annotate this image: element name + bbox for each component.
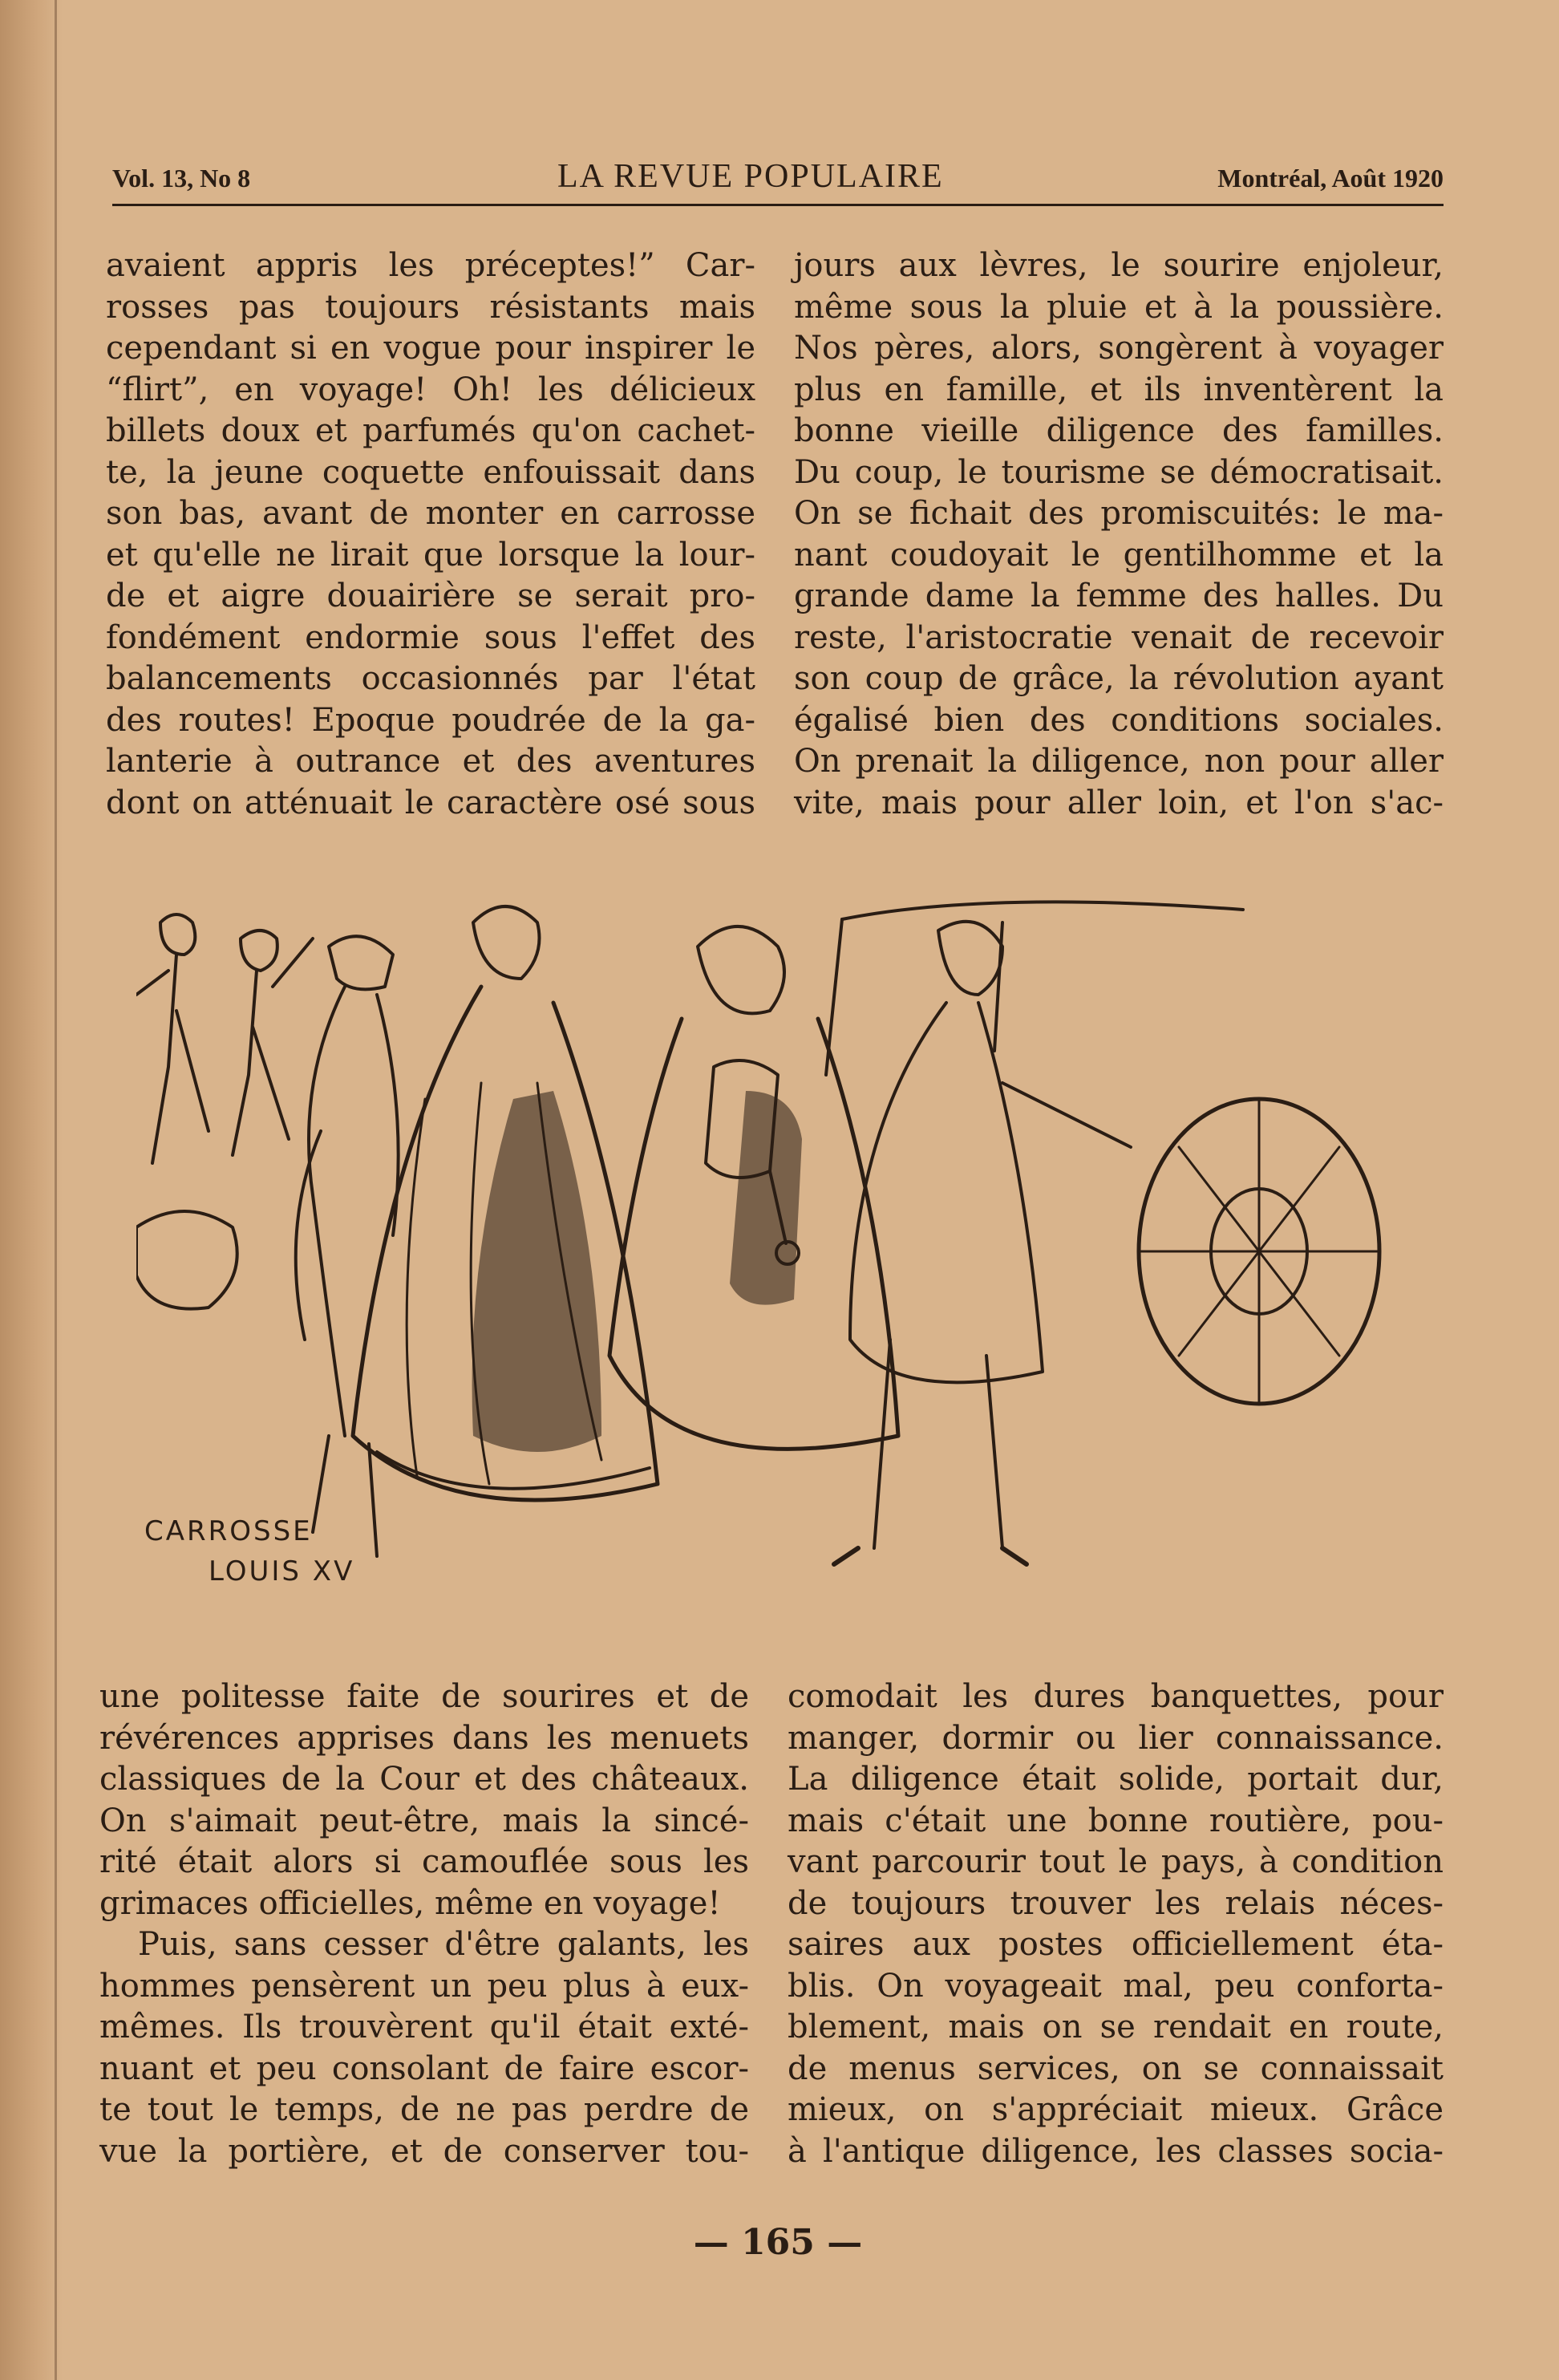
text-line: jours aux lèvres, le sourire enjoleur, [794,247,1444,284]
text-line: comodait les dures banquettes, pour [788,1678,1444,1715]
text-line: On s'aimait peut-être, mais la sincé- [99,1802,749,1839]
text-line: dont on atténuait le caractère osé sous [106,784,755,821]
header-rule [112,204,1444,206]
text-column-bottom-left [99,1677,749,2172]
text-line: mêmes. Ils trouvèrent qu'il était exté- [99,2009,749,2046]
text-line: son bas, avant de monter en carrosse [106,495,755,532]
text-line: rosses pas toujours résistants mais [106,288,755,326]
text-line: “flirt”, en voyage! Oh! les délicieux [106,371,755,408]
text-line: plus en famille, et ils inventèrent la [794,371,1444,408]
illustration-caption: LOUIS XV [209,1555,355,1587]
text-line: révérences apprises dans les menuets [99,1719,749,1757]
text-line: de menus services, on se connaissait [788,2050,1444,2087]
volume-number: Vol. 13, No 8 [112,164,251,193]
text-line: à l'antique diligence, les classes socia- [788,2132,1444,2170]
text-column-top-right [794,245,1444,824]
text-line: mieux, on s'appréciait mieux. Grâce [788,2091,1444,2128]
journal-title: LA REVUE POPULAIRE [557,158,944,195]
text-line: grande dame la femme des halles. Du [794,578,1444,614]
text-line: blis. On voyageait mal, peu conforta- [788,1967,1444,2005]
text-line: des routes! Epoque poudrée de la ga- [106,701,755,739]
text-line: Nos pères, alors, songèrent à voyager [794,330,1444,367]
text-line: classiques de la Cour et des châteaux. [99,1761,749,1798]
text-line: cependant si en vogue pour inspirer le [106,330,755,367]
text-line: te tout le temps, de ne pas perdre de [99,2091,749,2128]
text-line: de toujours trouver les relais néces- [788,1884,1444,1922]
text-line: une politesse faite de sourires et de [99,1678,749,1715]
text-line: te, la jeune coquette enfouissait dans [106,453,755,491]
text-line: de et aigre douairière se serait pro- [106,578,755,614]
text-column-top-left [106,245,755,824]
issue-date: Montréal, Août 1920 [1217,164,1444,193]
page-spine-shadow [0,0,63,2380]
text-line: reste, l'aristocratie venait de recevoir [794,618,1444,656]
text-line: saires aux postes officiellement éta- [788,1926,1444,1963]
text-line: mais c'était une bonne routière, pou- [788,1802,1444,1839]
text-line: nuant et peu consolant de faire escor- [99,2050,749,2087]
carriage-illustration [136,890,1419,1660]
illustration-caption: CARROSSE [144,1515,313,1547]
text-line: avaient appris les préceptes!” Car- [106,247,755,284]
text-line: On se fichait des promiscuités: le ma- [794,495,1444,532]
text-line: Puis, sans cesser d'être galants, les [138,1926,749,1963]
text-line: billets doux et parfumés qu'on cachet- [106,412,755,449]
text-line: bonne vieille diligence des familles. [794,412,1444,449]
text-line: blement, mais on se rendait en route, [788,2009,1444,2046]
page-number: — 165 — [693,2222,863,2263]
binding-edge [55,0,57,2380]
text-line: nant coudoyait le gentilhomme et la [794,536,1444,574]
text-line: lanterie à outrance et des aventures [106,743,755,780]
text-line: vue la portière, et de conserver tou- [99,2132,749,2170]
text-line: vant parcourir tout le pays, à condition [788,1843,1444,1880]
text-column-bottom-right [788,1677,1444,2172]
text-line: son coup de grâce, la révolution ayant [794,660,1444,697]
text-line: fondément endormie sous l'effet des [106,618,755,656]
text-line: même sous la pluie et à la poussière. [794,288,1444,326]
text-line: La diligence était solide, portait dur, [788,1761,1444,1798]
text-line: rité était alors si camouflée sous les [99,1843,749,1880]
text-line: égalisé bien des conditions sociales. [794,701,1444,739]
text-line: vite, mais pour aller loin, et l'on s'ac- [794,784,1444,821]
text-line: et qu'elle ne lirait que lorsque la lour- [106,536,755,574]
text-line: balancements occasionnés par l'état [106,660,755,697]
text-line: grimaces officielles, même en voyage! [99,1884,721,1922]
running-header [112,157,1444,197]
text-line: On prenait la diligence, non pour aller [794,743,1444,780]
text-line: hommes pensèrent un peu plus à eux- [99,1967,749,2005]
text-line: manger, dormir ou lier connaissance. [788,1719,1444,1757]
text-line: Du coup, le tourisme se démocratisait. [794,453,1444,491]
